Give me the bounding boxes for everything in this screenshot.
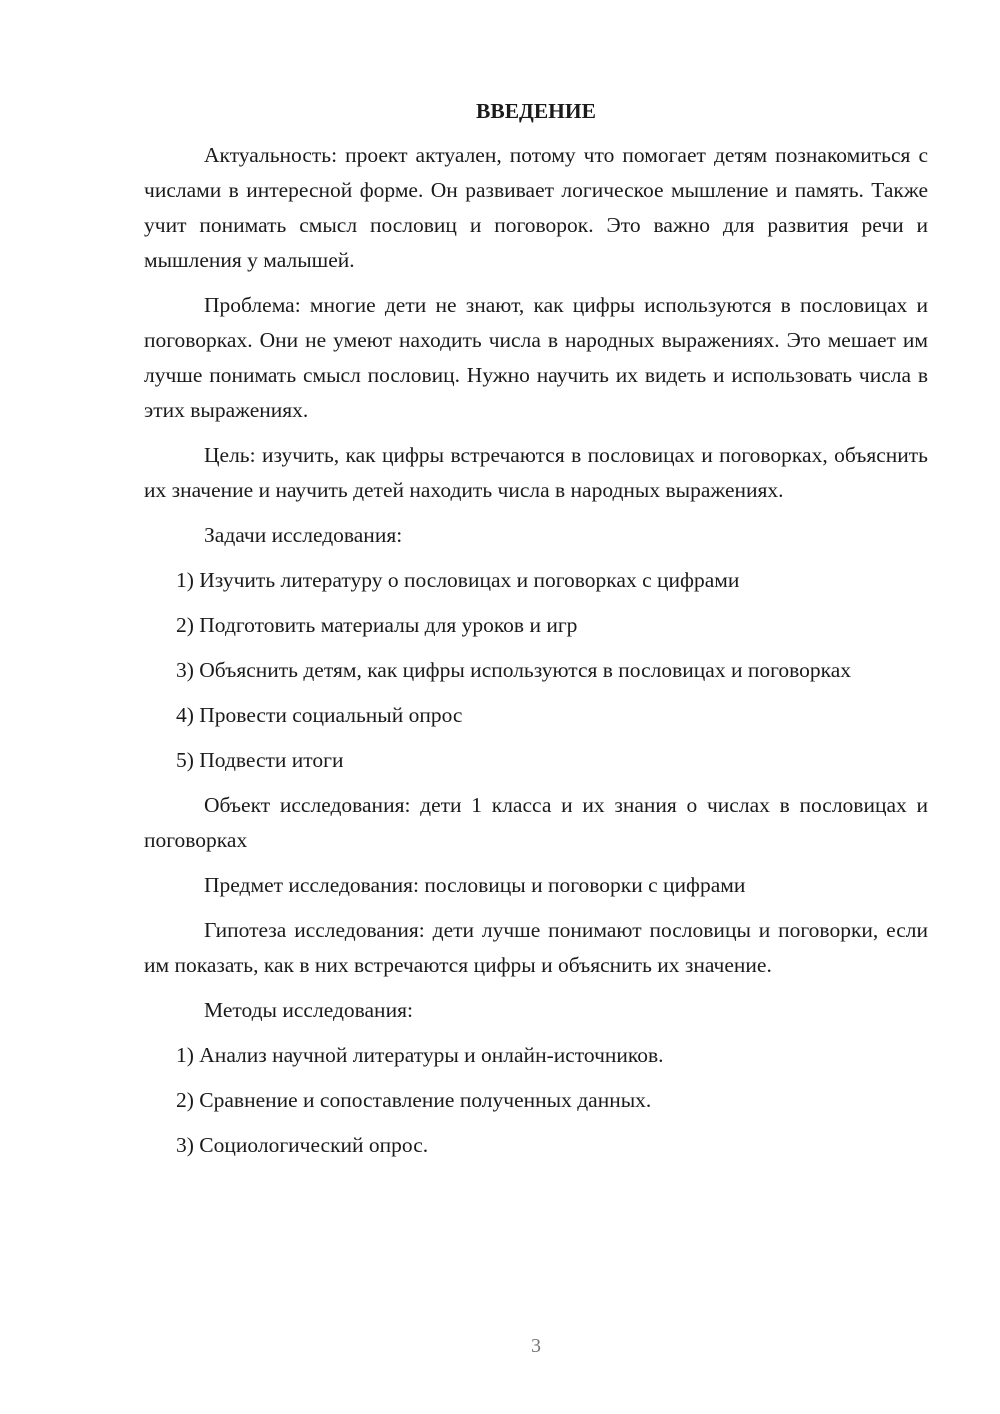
method-item-2: 2) Сравнение и сопоставление полученных данных. [176,1088,652,1112]
section-title: ВВЕДЕНИЕ [476,99,596,123]
task-item-5: 5) Подвести итоги [176,748,344,772]
problem-paragraph: Проблема: многие дети не знают, как цифры используются в пословицах и поговорках. Они не умеют находить числа в народных выражениях. Это мешает им лучше понимать смысл пословиц. Нужно научить их видеть и использовать числа в этих выражениях. [144,293,928,422]
page-number: 3 [531,1335,541,1357]
method-item-3: 3) Социологический опрос. [176,1133,429,1157]
task-item-2: 2) Подготовить материалы для уроков и игр [176,613,578,637]
task-item-1: 1) Изучить литературу о пословицах и поговорках с цифрами [176,568,740,592]
tasks-heading: Задачи исследования: [204,523,403,547]
method-item-1: 1) Анализ научной литературы и онлайн-источников. [176,1043,664,1067]
task-item-4: 4) Провести социальный опрос [176,703,463,727]
document-page [144,96,928,1173]
goal-paragraph: Цель: изучить, как цифры встречаются в пословицах и поговорках, объяснить их значение и научить детей находить числа в народных выражениях. [144,443,928,502]
hypothesis-paragraph: Гипотеза исследования: дети лучше понимают пословицы и поговорки, если им показать, как в них встречаются цифры и объяснить их значение. [144,918,928,977]
subject-paragraph: Предмет исследования: пословицы и поговорки с цифрами [204,873,746,897]
methods-heading: Методы исследования: [204,998,413,1022]
relevance-paragraph: Актуальность: проект актуален, потому что помогает детям познакомиться с числами в интересной форме. Он развивает логическое мышление и память. Также учит понимать смысл пословиц и поговорок. Это важно для развития речи и мышления у малышей. [144,143,928,272]
task-item-3: 3) Объяснить детям, как цифры используются в пословицах и поговорках [176,658,852,682]
object-paragraph: Объект исследования: дети 1 класса и их знания о числах в пословицах и поговорках [144,793,928,852]
